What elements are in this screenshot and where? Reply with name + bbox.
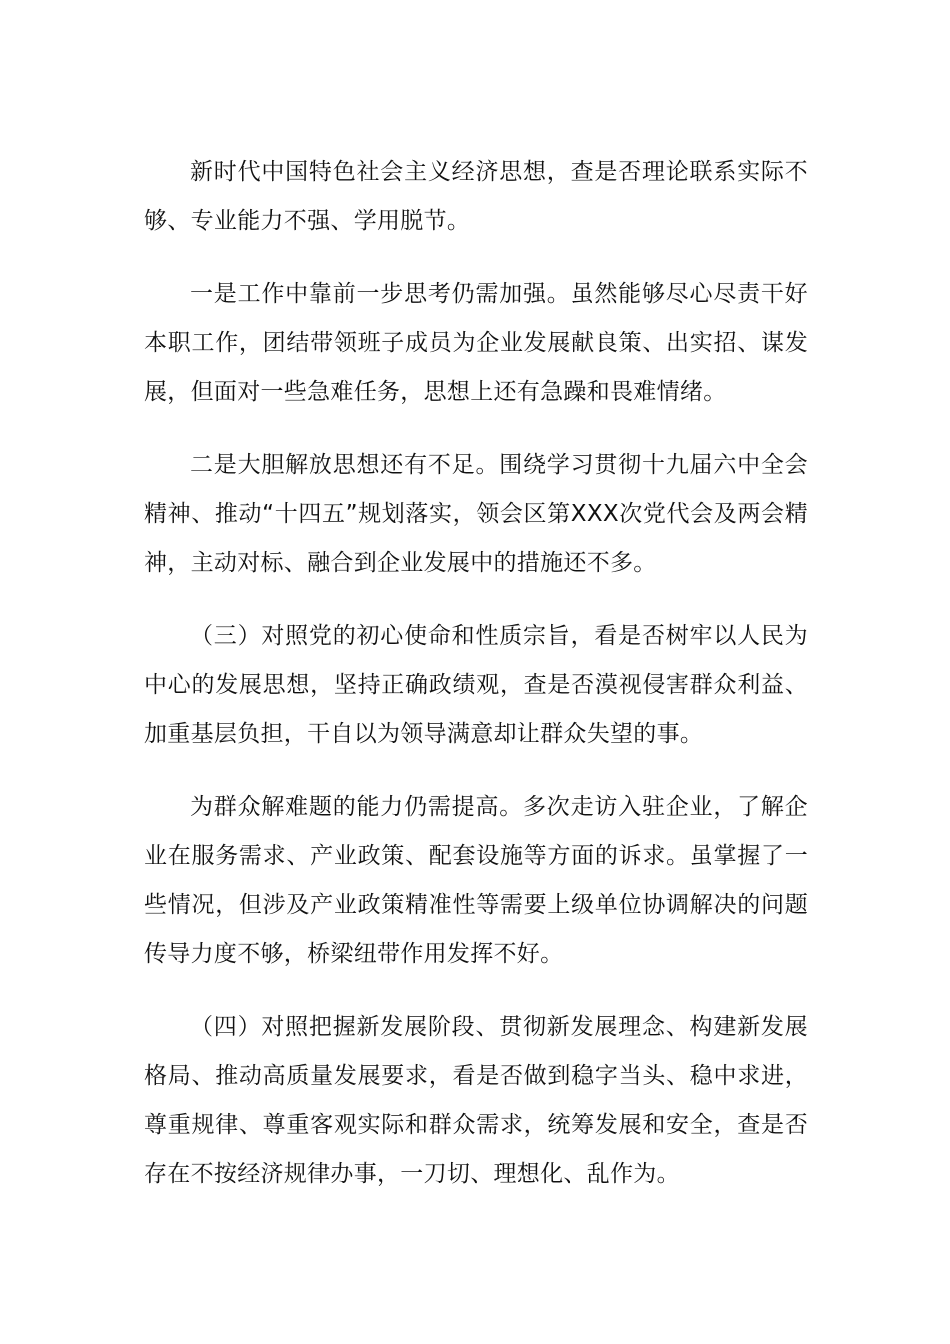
paragraph-5: 为群众解难题的能力仍需提高。多次走访入驻企业，了解企业在服务需求、产业政策、配套设施等方面的诉求。虽掌握了一些情况，但涉及产业政策精准性等需要上级单位协调解决的问题传导力度不够，桥梁纽带作用发挥不好。: [144, 794, 808, 967]
paragraph-3: 二是大胆解放思想还有不足。围绕学习贯彻十九届六中全会精神、推动“十四五”规划落实，领会区第XXX次党代会及两会精神，主动对标、融合到企业发展中的措施还不多。: [144, 452, 808, 576]
document-body: [144, 148, 808, 1223]
paragraph-4: （三）对照党的初心使命和性质宗旨，看是否树牢以人民为中心的发展思想，坚持正确政绩观，查是否漠视侵害群众利益、加重基层负担，干自以为领导满意却让群众失望的事。: [144, 623, 808, 747]
paragraph-6: （四）对照把握新发展阶段、贯彻新发展理念、构建新发展格局、推动高质量发展要求，看是否做到稳字当头、稳中求进，尊重规律、尊重客观实际和群众需求，统筹发展和安全，查是否存在不按经济规律办事，一刀切、理想化、乱作为。: [144, 1014, 808, 1187]
paragraph-2: 一是工作中靠前一步思考仍需加强。虽然能够尽心尽责干好本职工作，团结带领班子成员为企业发展献良策、出实招、谋发展，但面对一些急难任务，思想上还有急躁和畏难情绪。: [144, 281, 808, 405]
paragraph-1: 新时代中国特色社会主义经济思想，查是否理论联系实际不够、专业能力不强、学用脱节。: [144, 159, 808, 234]
